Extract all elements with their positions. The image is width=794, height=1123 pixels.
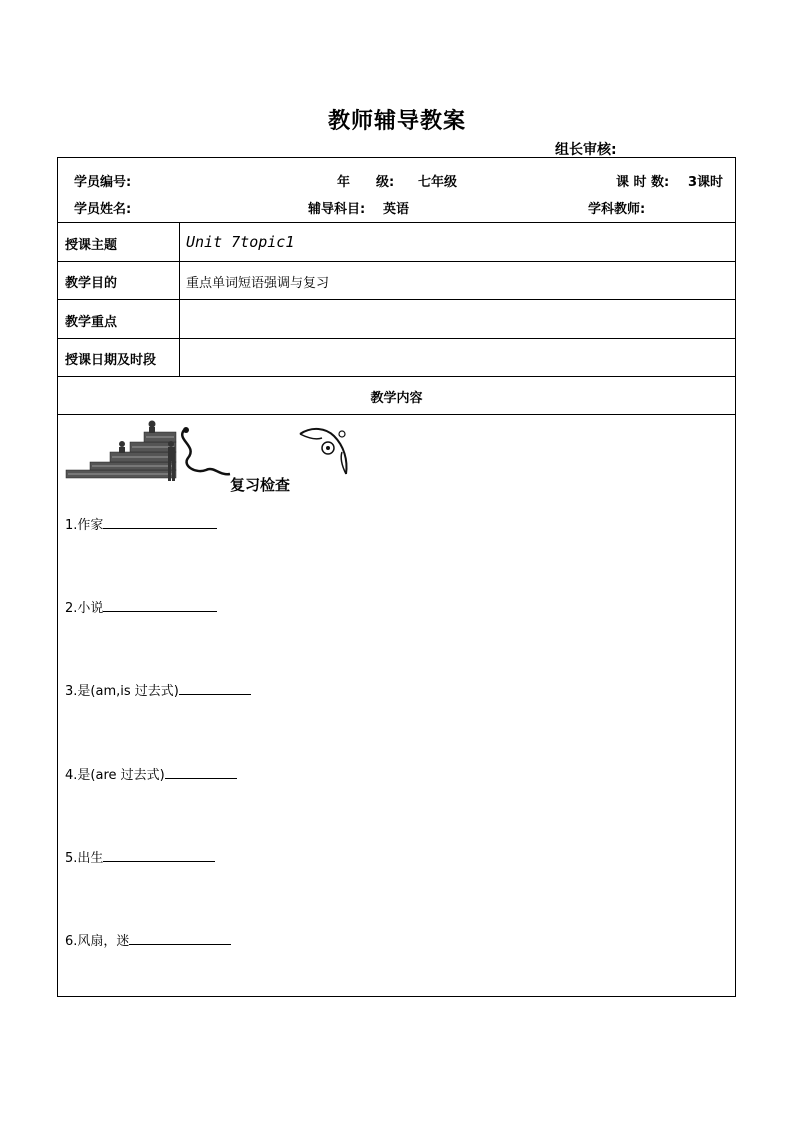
group-leader-review-label: 组长审核: (555, 142, 617, 158)
divider (58, 376, 735, 377)
divider (58, 338, 735, 339)
question-text: 3.是(am,is 过去式) (65, 684, 179, 699)
grade-value: 七年级 (418, 175, 458, 190)
divider (58, 414, 735, 415)
subject-value: 英语 (383, 202, 410, 217)
answer-blank (179, 682, 251, 695)
grade-label: 年 级: (337, 175, 395, 190)
question-text: 4.是(are 过去式) (65, 768, 165, 783)
question-item (65, 680, 251, 699)
document-title: 教师辅导教案 (327, 109, 466, 134)
row-label-date-period: 授课日期及时段 (65, 353, 157, 368)
answer-blank (103, 849, 215, 862)
question-item (65, 597, 217, 616)
column-divider (179, 222, 180, 376)
row-label-objective: 教学目的 (65, 276, 118, 291)
row-label-topic: 授课主题 (65, 238, 118, 253)
student-name-label: 学员姓名: (74, 202, 132, 217)
review-check-title: 复习检查 (230, 476, 291, 494)
class-hours-value: 3课时 (688, 175, 724, 190)
question-item (65, 930, 231, 949)
subject-label: 辅导科目: (308, 202, 366, 217)
answer-blank (129, 932, 231, 945)
question-text: 2.小说 (65, 601, 104, 616)
question-item (65, 514, 217, 533)
answer-blank (165, 766, 237, 779)
student-id-label: 学员编号: (74, 175, 132, 190)
answer-blank (103, 599, 217, 612)
class-hours-label: 课 时 数: (616, 175, 670, 190)
question-item (65, 847, 215, 866)
row-value-topic: Unit 7topic1 (186, 233, 295, 251)
question-text: 1.作家 (65, 518, 104, 533)
lesson-plan-table (57, 157, 736, 997)
divider (58, 261, 735, 262)
question-item (65, 764, 237, 783)
question-text: 6.风扇，迷 (65, 934, 130, 949)
divider (58, 299, 735, 300)
teaching-content-heading: 教学内容 (370, 391, 423, 406)
row-label-key-points: 教学重点 (65, 315, 118, 330)
question-text: 5.出生 (65, 851, 104, 866)
books-readers-illustration (64, 418, 354, 490)
answer-blank (103, 516, 217, 529)
subject-teacher-label: 学科教师: (588, 202, 646, 217)
divider (58, 222, 735, 223)
row-value-objective: 重点单词短语强调与复习 (186, 276, 330, 291)
